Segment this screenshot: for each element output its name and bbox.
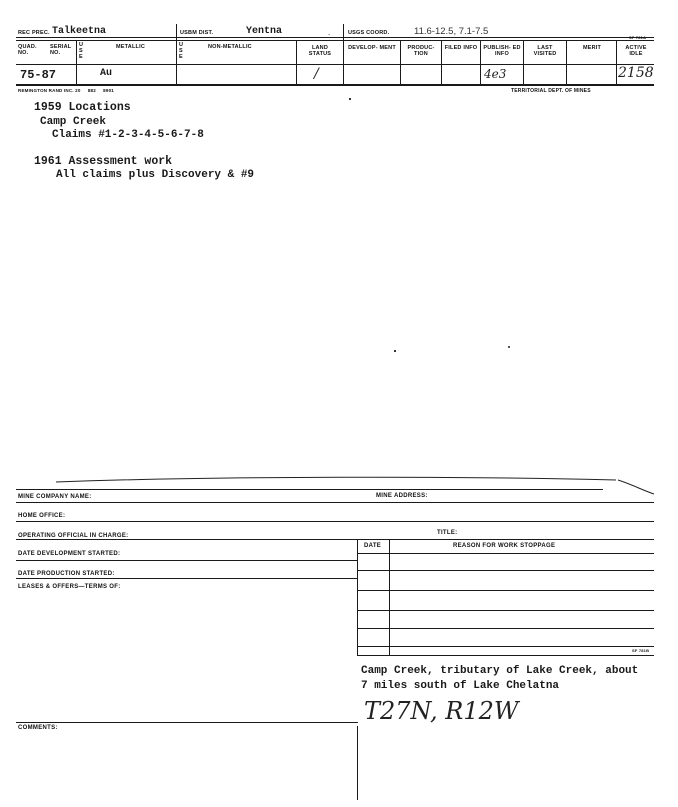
col-quad-no: QUAD. NO. bbox=[18, 44, 37, 56]
header-bottom-rule bbox=[16, 84, 654, 86]
lower-top-rule bbox=[16, 489, 603, 490]
title-label: TITLE: bbox=[437, 530, 458, 536]
comments-vertical bbox=[357, 726, 358, 800]
note-line-3: Claims #1-2-3-4-5-6-7-8 bbox=[52, 129, 204, 141]
col-published-info: PUBLISH- ED INFO bbox=[483, 45, 521, 57]
stoppage-row-5 bbox=[357, 646, 654, 647]
vdiv-6 bbox=[441, 40, 442, 84]
usgs-coord-value: 11.6-12.5, 7.1-7.5 bbox=[414, 26, 489, 37]
stoppage-row-3 bbox=[357, 610, 654, 611]
form-code-top: SF 781A bbox=[629, 35, 647, 40]
col-metallic: METALLIC bbox=[116, 44, 145, 50]
rule-after-prod bbox=[16, 578, 358, 579]
published-info-value: 4e3 bbox=[484, 67, 507, 81]
rule-before-comments bbox=[16, 722, 358, 723]
reason-col-header: REASON FOR WORK STOPPAGE bbox=[453, 543, 556, 549]
usbm-dist-label: USBM DIST. bbox=[180, 30, 214, 36]
rule-after-company bbox=[16, 502, 654, 503]
vdiv-3 bbox=[296, 40, 297, 84]
date-prod-started-label: DATE PRODUCTION STARTED: bbox=[18, 571, 115, 577]
note-line-2: Camp Creek bbox=[40, 116, 107, 128]
vdiv-2 bbox=[176, 24, 177, 84]
stoppage-row-2 bbox=[357, 590, 654, 591]
stoppage-bottom-rule bbox=[357, 655, 654, 656]
usgs-coord-label: USGS COORD. bbox=[348, 30, 390, 36]
active-idle-value: 2158 bbox=[618, 65, 654, 81]
col-non-metallic: NON-METALLIC bbox=[208, 44, 252, 50]
date-col-header: DATE bbox=[364, 543, 382, 549]
stoppage-row-4 bbox=[357, 628, 654, 629]
note-line-4: 1961 Assessment work bbox=[34, 155, 173, 168]
note-line-5: All claims plus Discovery & #9 bbox=[56, 169, 255, 181]
printer-line: REMINGTON RAND INC. 20 882 8901 bbox=[18, 88, 114, 93]
stoppage-header-rule bbox=[357, 553, 654, 554]
speck bbox=[349, 98, 351, 100]
header-mid-rule bbox=[16, 40, 654, 41]
rec-prec-label: REC PREC. bbox=[18, 30, 50, 36]
col-production: PRODUC- TION bbox=[407, 45, 435, 57]
leases-label: LEASES & OFFERS—TERMS OF: bbox=[18, 584, 121, 590]
col-filed-info: FILED INFO bbox=[444, 45, 478, 51]
header-top-rule bbox=[16, 37, 654, 38]
card-fold-curve bbox=[16, 470, 656, 500]
quad-serial-value: 75-87 bbox=[20, 68, 57, 82]
vdiv-5 bbox=[400, 40, 401, 84]
township-range: T27N, R12W bbox=[364, 697, 519, 725]
note-line-1: 1959 Locations bbox=[34, 101, 131, 114]
vdiv-1 bbox=[76, 40, 77, 84]
col-last-visited: LAST VISITED bbox=[533, 45, 557, 57]
speck bbox=[508, 346, 510, 348]
mine-company-name-label: MINE COMPANY NAME: bbox=[18, 494, 92, 500]
stoppage-date-divider bbox=[389, 539, 390, 655]
vdiv-4 bbox=[343, 24, 344, 84]
land-status-value: / bbox=[314, 66, 319, 82]
dot-mark: . bbox=[328, 28, 331, 37]
col-use-2: U S E bbox=[179, 42, 184, 60]
form-code-lower: SF 781B bbox=[632, 648, 650, 653]
usbm-dist-value: Yentna bbox=[246, 26, 283, 37]
vdiv-9 bbox=[566, 40, 567, 84]
vdiv-8 bbox=[523, 40, 524, 84]
location-line-1: Camp Creek, tributary of Lake Creek, about bbox=[361, 665, 639, 677]
rule-after-official bbox=[16, 539, 654, 540]
comments-label: COMMENTS: bbox=[18, 725, 58, 731]
header-row-rule bbox=[16, 64, 654, 65]
vdiv-10 bbox=[616, 40, 617, 84]
speck bbox=[394, 350, 396, 352]
location-line-2: 7 miles south of Lake Chelatna bbox=[361, 680, 560, 692]
metallic-value: Au bbox=[100, 68, 113, 79]
operating-official-label: OPERATING OFFICIAL IN CHARGE: bbox=[18, 533, 129, 539]
home-office-label: HOME OFFICE: bbox=[18, 513, 66, 519]
col-merit: MERIT bbox=[582, 45, 602, 51]
stoppage-row-1 bbox=[357, 570, 654, 571]
col-active-idle: ACTIVE IDLE bbox=[625, 45, 647, 57]
col-serial-no: SERIAL NO. bbox=[50, 44, 72, 56]
rule-after-dev bbox=[16, 560, 358, 561]
mine-address-label: MINE ADDRESS: bbox=[376, 493, 428, 499]
dept-line: TERRITORIAL DEPT. OF MINES bbox=[511, 88, 591, 94]
col-use-1: U S E bbox=[79, 42, 84, 60]
date-dev-started-label: DATE DEVELOPMENT STARTED: bbox=[18, 551, 121, 557]
rec-prec-value: Talkeetna bbox=[52, 26, 107, 37]
col-development: DEVELOP- MENT bbox=[348, 45, 396, 51]
rule-after-home bbox=[16, 521, 654, 522]
vdiv-7 bbox=[480, 40, 481, 84]
col-land-status: LAND STATUS bbox=[308, 45, 332, 57]
stoppage-left-border bbox=[357, 539, 358, 655]
